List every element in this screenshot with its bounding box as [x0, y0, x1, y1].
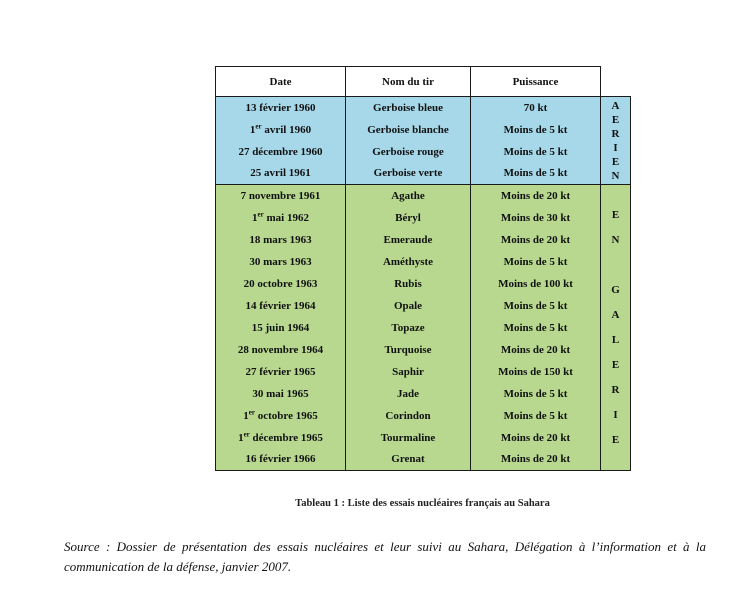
table-row [216, 119, 631, 141]
table-row [216, 295, 631, 317]
source-note: Source : Dossier de présentation des essais nucléaires et leur suivi au Sahara, Délégation à l’information et à la communication de la défense, janvier 2007. [64, 539, 706, 575]
cell-date: 1er avril 1960 [216, 119, 346, 141]
table-row [216, 207, 631, 229]
cell-nom-du-tir: Emeraude [346, 229, 471, 251]
table-header-row [216, 67, 631, 97]
cell-nom-du-tir: Topaze [346, 317, 471, 339]
cell-date: 18 mars 1963 [216, 229, 346, 251]
table-row [216, 141, 631, 163]
cell-puissance: Moins de 150 kt [471, 361, 601, 383]
cell-nom-du-tir: Gerboise rouge [346, 141, 471, 163]
table-row [216, 449, 631, 471]
cell-date: 14 février 1964 [216, 295, 346, 317]
table-row [216, 317, 631, 339]
table-row [216, 405, 631, 427]
col-header-nom-du-tir: Nom du tir [346, 67, 471, 97]
cell-puissance: Moins de 5 kt [471, 405, 601, 427]
col-header-puissance: Puissance [471, 67, 601, 97]
cell-puissance: Moins de 20 kt [471, 427, 601, 449]
table-row [216, 427, 631, 449]
test-table-body [216, 97, 631, 471]
table-row [216, 251, 631, 273]
section-side-label-aerien: A E R I E N [601, 97, 631, 185]
cell-puissance: Moins de 5 kt [471, 383, 601, 405]
cell-nom-du-tir: Rubis [346, 273, 471, 295]
cell-nom-du-tir: Opale [346, 295, 471, 317]
cell-date: 30 mai 1965 [216, 383, 346, 405]
cell-nom-du-tir: Gerboise blanche [346, 119, 471, 141]
cell-date: 7 novembre 1961 [216, 185, 346, 207]
cell-puissance: Moins de 30 kt [471, 207, 601, 229]
cell-nom-du-tir: Corindon [346, 405, 471, 427]
table-caption: Tableau 1 : Liste des essais nucléaires français au Sahara [295, 498, 550, 509]
cell-date: 27 février 1965 [216, 361, 346, 383]
table-row [216, 185, 631, 207]
cell-nom-du-tir: Jade [346, 383, 471, 405]
cell-nom-du-tir: Grenat [346, 449, 471, 471]
cell-puissance: Moins de 5 kt [471, 251, 601, 273]
cell-date: 1er décembre 1965 [216, 427, 346, 449]
cell-puissance: 70 kt [471, 97, 601, 119]
table-row [216, 163, 631, 185]
cell-nom-du-tir: Gerboise verte [346, 163, 471, 185]
cell-puissance: Moins de 5 kt [471, 295, 601, 317]
table-row [216, 339, 631, 361]
header-spacer [601, 67, 631, 97]
table-row [216, 383, 631, 405]
cell-puissance: Moins de 20 kt [471, 229, 601, 251]
cell-puissance: Moins de 5 kt [471, 163, 601, 185]
cell-date: 1er mai 1962 [216, 207, 346, 229]
cell-puissance: Moins de 100 kt [471, 273, 601, 295]
cell-date: 30 mars 1963 [216, 251, 346, 273]
cell-date: 13 février 1960 [216, 97, 346, 119]
cell-nom-du-tir: Améthyste [346, 251, 471, 273]
nuclear-tests-table [215, 66, 631, 471]
table-row [216, 273, 631, 295]
col-header-date: Date [216, 67, 346, 97]
cell-nom-du-tir: Béryl [346, 207, 471, 229]
cell-date: 16 février 1966 [216, 449, 346, 471]
cell-nom-du-tir: Gerboise bleue [346, 97, 471, 119]
table-row [216, 229, 631, 251]
cell-date: 20 octobre 1963 [216, 273, 346, 295]
cell-date: 27 décembre 1960 [216, 141, 346, 163]
cell-puissance: Moins de 5 kt [471, 317, 601, 339]
cell-puissance: Moins de 5 kt [471, 141, 601, 163]
cell-puissance: Moins de 5 kt [471, 119, 601, 141]
table-row [216, 361, 631, 383]
cell-date: 1er octobre 1965 [216, 405, 346, 427]
section-side-label-galerie: E N G A L E R I E [601, 185, 631, 471]
cell-nom-du-tir: Turquoise [346, 339, 471, 361]
cell-date: 28 novembre 1964 [216, 339, 346, 361]
cell-puissance: Moins de 20 kt [471, 449, 601, 471]
cell-nom-du-tir: Agathe [346, 185, 471, 207]
cell-nom-du-tir: Tourmaline [346, 427, 471, 449]
cell-puissance: Moins de 20 kt [471, 185, 601, 207]
table-row [216, 97, 631, 119]
cell-date: 25 avril 1961 [216, 163, 346, 185]
cell-date: 15 juin 1964 [216, 317, 346, 339]
cell-nom-du-tir: Saphir [346, 361, 471, 383]
cell-puissance: Moins de 20 kt [471, 339, 601, 361]
